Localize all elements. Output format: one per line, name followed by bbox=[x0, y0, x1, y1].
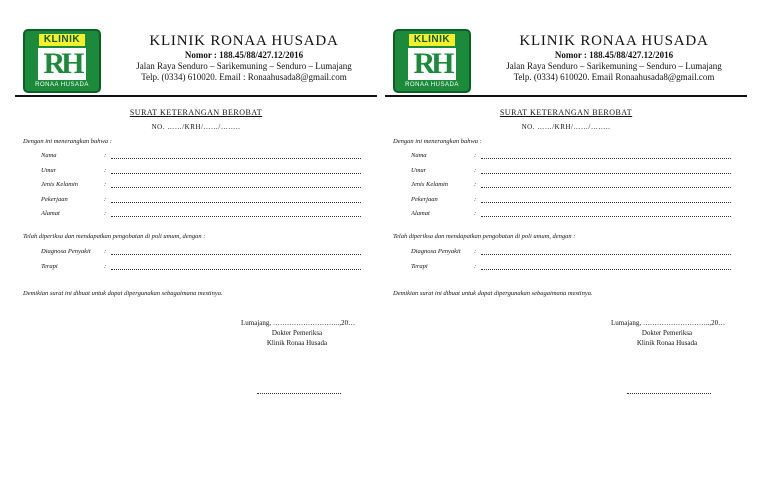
fill-line[interactable] bbox=[111, 187, 361, 188]
field-pekerjaan bbox=[41, 196, 361, 204]
field-colon: : bbox=[104, 263, 107, 270]
document-title: SURAT KETERANGAN BEROBAT bbox=[499, 108, 633, 117]
field-pekerjaan bbox=[411, 196, 731, 204]
letterhead bbox=[479, 33, 749, 83]
closing-text: Demikian surat ini dibuat untuk dapat dipergunakan sebagaimana mestinya. bbox=[393, 290, 593, 297]
sign-clinic: Klinik Ronaa Husada bbox=[636, 339, 698, 347]
sign-place-date: Lumajang, ………………………..,20… bbox=[241, 319, 356, 327]
field-umur bbox=[41, 167, 361, 175]
registration-number: Nomor : 188.45/88/427.12/2016 bbox=[184, 50, 304, 60]
field-label: Diagnosa Penyakit bbox=[41, 248, 91, 255]
clinic-contact: Telp. (0334) 610020. Email : Ronaahusada8@gmail.com bbox=[141, 72, 347, 82]
fill-line[interactable] bbox=[111, 158, 361, 159]
field-colon: : bbox=[474, 248, 477, 255]
document-number: NO. ……/KRH/……/…….. bbox=[521, 123, 611, 131]
logo-subtitle: RONAA HUSADA bbox=[405, 82, 459, 88]
signature-line[interactable] bbox=[257, 393, 341, 394]
field-label: Terapi bbox=[411, 263, 428, 270]
field-label: Diagnosa Penyakit bbox=[411, 248, 461, 255]
document-number: NO. ……/KRH/……/…….. bbox=[151, 123, 241, 131]
field-colon: : bbox=[474, 196, 477, 203]
fill-line[interactable] bbox=[111, 254, 361, 255]
field-colon: : bbox=[104, 181, 107, 188]
field-nama bbox=[411, 152, 731, 160]
fill-line[interactable] bbox=[111, 202, 361, 203]
fill-line[interactable] bbox=[111, 269, 361, 270]
signature-block bbox=[607, 318, 727, 348]
field-colon: : bbox=[474, 210, 477, 217]
field-label: Nama bbox=[41, 152, 57, 159]
closing-text: Demikian surat ini dibuat untuk dapat dipergunakan sebagaimana mestinya. bbox=[23, 290, 223, 297]
field-diagnosa bbox=[411, 248, 731, 256]
form-left bbox=[15, 0, 385, 503]
header-divider bbox=[385, 95, 747, 97]
sign-role: Dokter Pemeriksa bbox=[271, 329, 323, 337]
field-terapi bbox=[41, 263, 361, 271]
field-colon: : bbox=[104, 152, 107, 159]
field-label: Jenis Kelamin bbox=[41, 181, 79, 188]
fill-line[interactable] bbox=[481, 158, 731, 159]
field-terapi bbox=[411, 263, 731, 271]
letterhead bbox=[109, 33, 379, 83]
field-colon: : bbox=[474, 152, 477, 159]
sign-role: Dokter Pemeriksa bbox=[641, 329, 693, 337]
field-label: Umur bbox=[411, 167, 427, 174]
sign-clinic: Klinik Ronaa Husada bbox=[266, 339, 328, 347]
fill-line[interactable] bbox=[481, 187, 731, 188]
field-label: Alamat bbox=[411, 210, 430, 217]
field-diagnosa bbox=[41, 248, 361, 256]
field-label: Terapi bbox=[41, 263, 58, 270]
field-label: Nama bbox=[411, 152, 427, 159]
field-label: Pekerjaan bbox=[41, 196, 68, 203]
field-colon: : bbox=[104, 167, 107, 174]
fill-line[interactable] bbox=[481, 254, 731, 255]
field-colon: : bbox=[104, 210, 107, 217]
field-colon: : bbox=[474, 263, 477, 270]
signature-block bbox=[237, 318, 357, 348]
fill-line[interactable] bbox=[481, 173, 731, 174]
clinic-logo bbox=[393, 29, 471, 93]
clinic-name: KLINIK RONAA HUSADA bbox=[519, 33, 709, 49]
field-alamat bbox=[411, 210, 731, 218]
field-umur bbox=[411, 167, 731, 175]
field-nama bbox=[41, 152, 361, 160]
field-label: Umur bbox=[41, 167, 57, 174]
field-label: Pekerjaan bbox=[411, 196, 438, 203]
field-label: Alamat bbox=[41, 210, 60, 217]
field-colon: : bbox=[104, 248, 107, 255]
logo-mark: RH bbox=[408, 48, 456, 80]
clinic-address: Jalan Raya Senduro – Sarikemuning – Senduro – Lumajang bbox=[506, 61, 722, 71]
fill-line[interactable] bbox=[111, 173, 361, 174]
signature-line[interactable] bbox=[627, 393, 711, 394]
logo-mark: RH bbox=[38, 48, 86, 80]
clinic-name: KLINIK RONAA HUSADA bbox=[149, 33, 339, 49]
exam-text: Telah diperiksa dan mendapatkan pengobatan di poli umum, dengan : bbox=[23, 233, 206, 240]
field-colon: : bbox=[474, 181, 477, 188]
field-alamat bbox=[41, 210, 361, 218]
registration-number: Nomor : 188.45/88/427.12/2016 bbox=[554, 50, 674, 60]
field-colon: : bbox=[474, 167, 477, 174]
header-divider bbox=[15, 95, 377, 97]
document-title: SURAT KETERANGAN BEROBAT bbox=[129, 108, 263, 117]
logo-tag: KLINIK bbox=[409, 34, 455, 46]
intro-text: Dengan ini menerangkan bahwa : bbox=[23, 138, 112, 145]
logo-tag: KLINIK bbox=[39, 34, 85, 46]
clinic-logo bbox=[23, 29, 101, 93]
field-colon: : bbox=[104, 196, 107, 203]
fill-line[interactable] bbox=[481, 202, 731, 203]
form-right bbox=[385, 0, 755, 503]
intro-text: Dengan ini menerangkan bahwa : bbox=[393, 138, 482, 145]
field-jenis-kelamin bbox=[41, 181, 361, 189]
clinic-contact: Telp. (0334) 610020. Email Ronaahusada8@gmail.com bbox=[513, 72, 715, 82]
fill-line[interactable] bbox=[481, 269, 731, 270]
field-jenis-kelamin bbox=[411, 181, 731, 189]
fill-line[interactable] bbox=[111, 216, 361, 217]
clinic-address: Jalan Raya Senduro – Sarikemuning – Senduro – Lumajang bbox=[136, 61, 352, 71]
sign-place-date: Lumajang, ………………………..,20… bbox=[611, 319, 726, 327]
logo-subtitle: RONAA HUSADA bbox=[35, 82, 89, 88]
field-label: Jenis Kelamin bbox=[411, 181, 449, 188]
fill-line[interactable] bbox=[481, 216, 731, 217]
exam-text: Telah diperiksa dan mendapatkan pengobatan di poli umum, dengan : bbox=[393, 233, 576, 240]
